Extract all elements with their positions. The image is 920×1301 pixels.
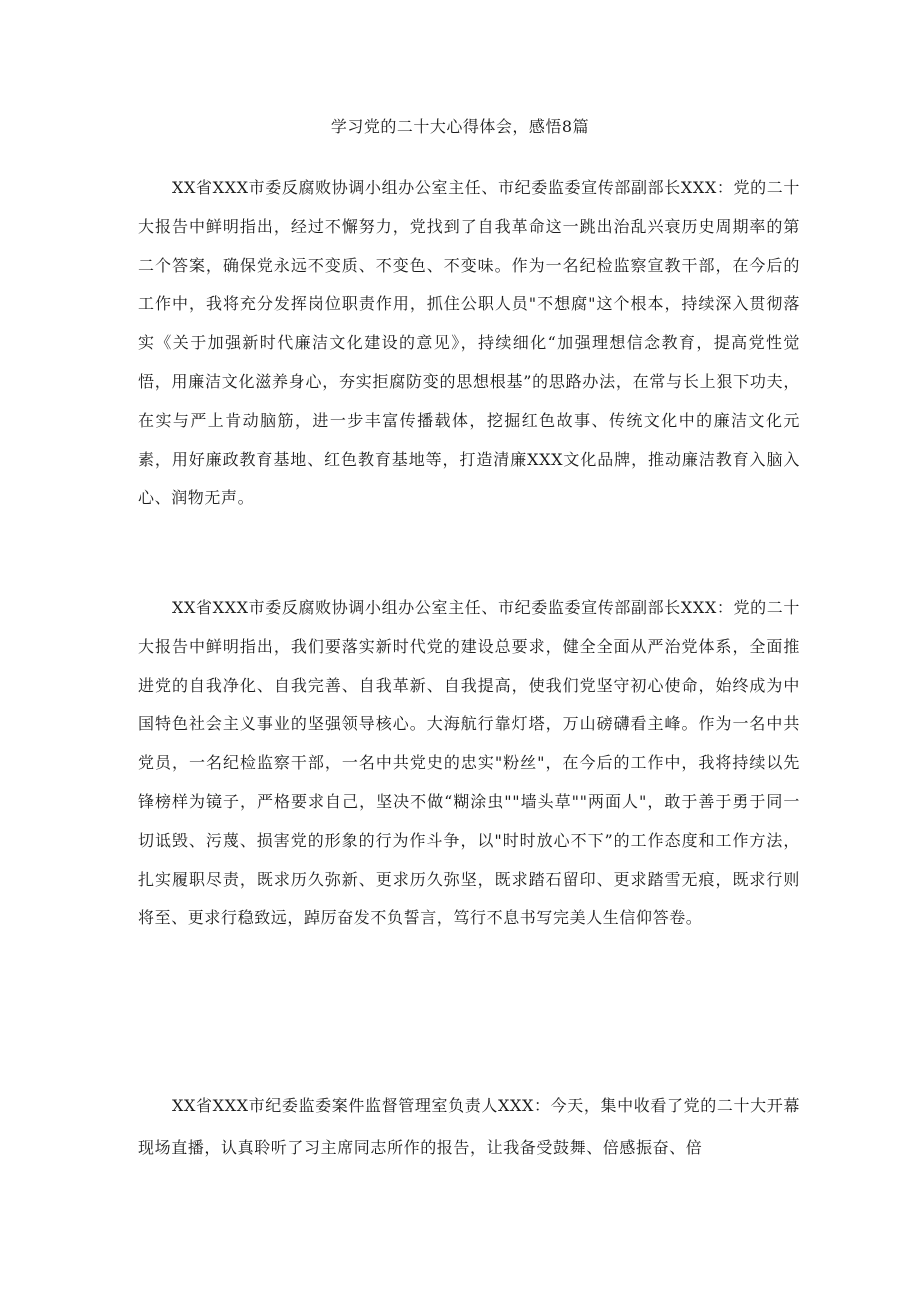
document-title: 学习党的二十大心得体会，感悟8篇 — [330, 117, 590, 136]
paragraph-1: XX省XXX市委反腐败协调小组办公室主任、市纪委监委宣传部副部长XXX：党的二十大报告中鲜明指出，经过不懈努力，党找到了自我革命这一跳出治乱兴衰历史周期率的第二个答案，确保党永远不变质、不变色、不变味。作为一名纪检监察宣教干部，在今后的工作中，我将充分发挥岗位职责作用，抓住公职人员"不想腐"这个根本，持续深入贯彻落实《关于加强新时代廉洁文化建设的意见》，持续细化“加强理想信念教育，提高党性觉悟，用廉洁文化滋养身心，夯实拒腐防变的思想根基”的思路办法，在常与长上狠下功夫，在实与严上肯动脑筋，进一步丰富传播载体，挖掘红色故事、传统文化中的廉洁文化元素，用好廉政教育基地、红色教育基地等，打造清廉XXX文化品牌，推动廉洁教育入脑入心、润物无声。 — [138, 178, 800, 508]
paragraph-3: XX省XXX市纪委监委案件监督管理室负责人XXX：今天，集中收看了党的二十大开幕现场直播，认真聆听了习主席同志所作的报告，让我备受鼓舞、倍感振奋、倍 — [138, 1096, 800, 1157]
paragraph-2: XX省XXX市委反腐败协调小组办公室主任、市纪委监委宣传部副部长XXX：党的二十大报告中鲜明指出，我们要落实新时代党的建设总要求，健全全面从严治党体系，全面推进党的自我净化、自我完善、自我革新、自我提高，使我们党坚守初心使命，始终成为中国特色社会主义事业的坚强领导核心。大海航行靠灯塔，万山磅礴看主峰。作为一名中共党员，一名纪检监察干部，一名中共党史的忠实"粉丝"，在今后的工作中，我将持续以先锋榜样为镜子，严格要求自己，坚决不做“糊涂虫""墙头草""两面人"，敢于善于勇于同一切诋毁、污蔑、损害党的形象的行为作斗争，以"时时放心不下”的工作态度和工作方法，扎实履职尽责，既求历久弥新、更求历久弥坚，既求踏石留印、更求踏雪无痕，既求行则将至、更求行稳致远，踔厉奋发不负誓言，笃行不息书写完美人生信仰答卷。 — [138, 598, 800, 928]
